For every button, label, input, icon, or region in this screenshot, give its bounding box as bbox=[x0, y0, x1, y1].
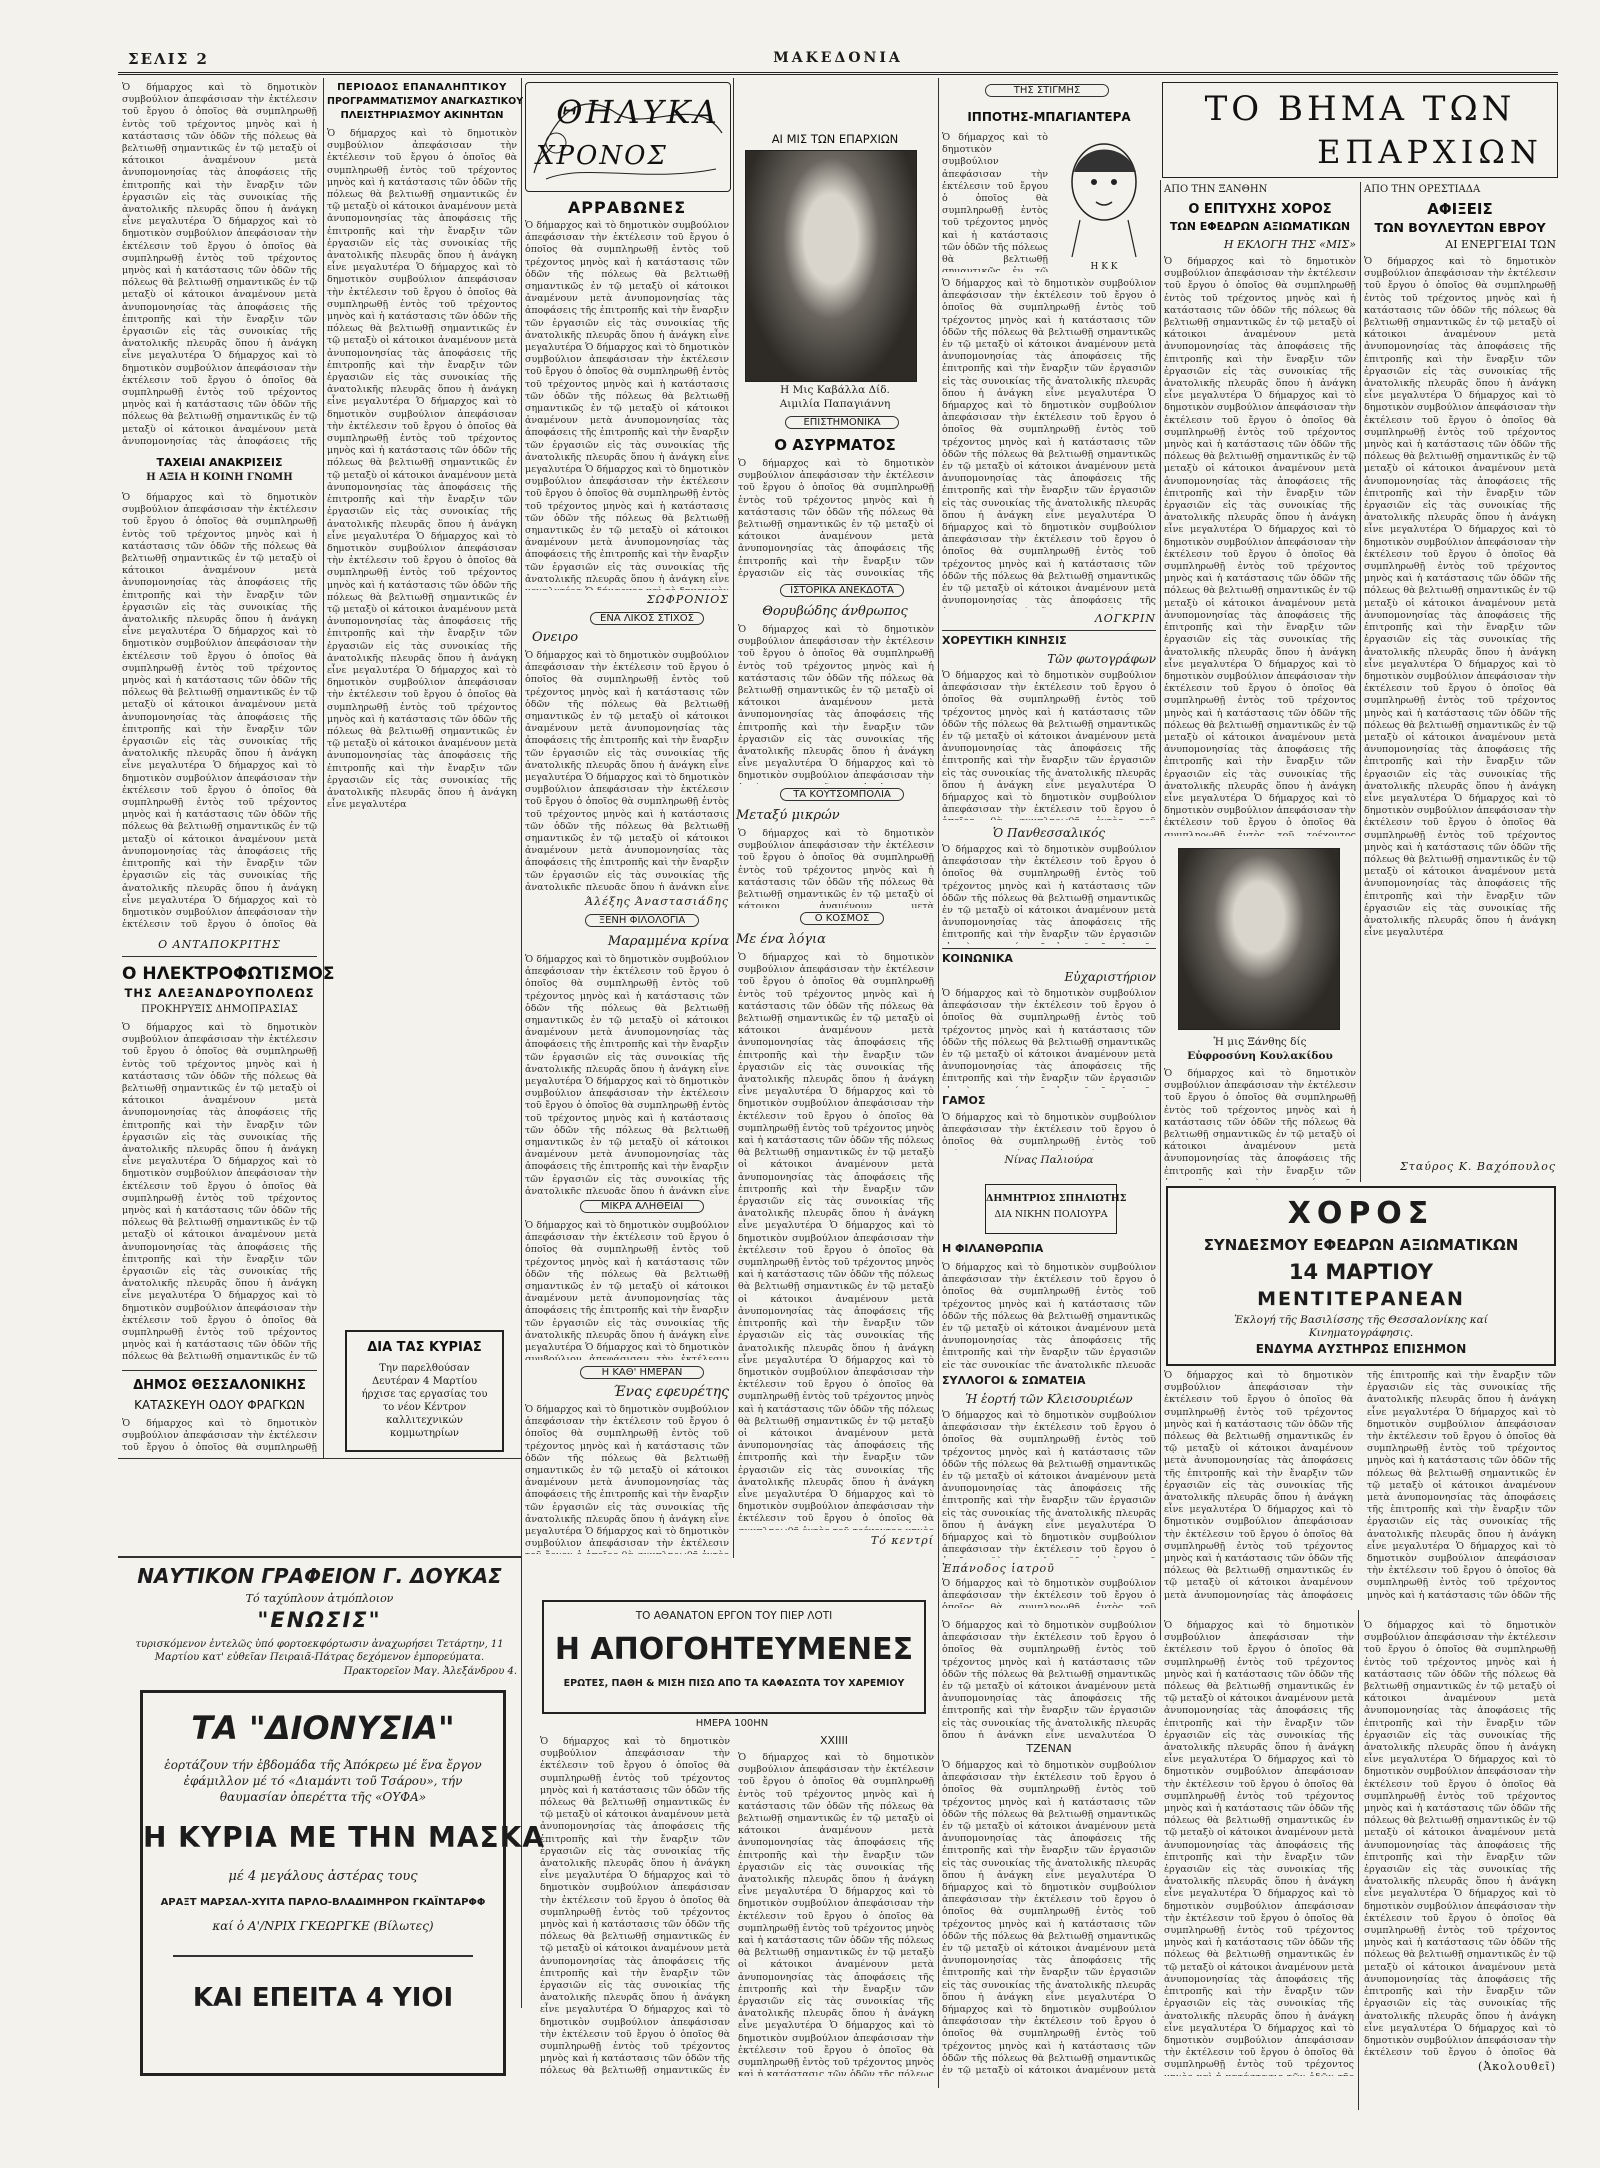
ad-text: Την παρελθούσαν Δευτέραν 4 Μαρτίου ήρχισε τας εργασίας του το νέον Κέντρον καλλιτεχνικών κομμωτηρίων bbox=[361, 1363, 488, 1439]
photo-caption: Εὐφροσύνη Κουλακίδου bbox=[1187, 1050, 1333, 1062]
article-text bbox=[122, 1022, 317, 1360]
article-text bbox=[525, 220, 729, 590]
section-kicker: Ο ΚΟΣΜΟΣ bbox=[800, 912, 884, 925]
serial-text bbox=[1364, 1620, 1556, 2056]
serial-text bbox=[540, 1736, 730, 2076]
serial-continued: (Ἀκολουθεῖ) bbox=[1478, 2060, 1556, 2073]
section-kicker: ΓΑΜΟΣ bbox=[942, 1094, 986, 1107]
banner-vima bbox=[1162, 82, 1558, 178]
section-kicker: ΤΗΣ ΣΤΙΓΜΗΣ bbox=[985, 84, 1109, 97]
signature: Ἐπάνοδος ἰατροῦ bbox=[942, 1562, 1055, 1575]
miss-kavala-photo bbox=[745, 150, 917, 382]
headline: ΠΡΟΓΡΑΜΜΑΤΙΣΜΟΥ ΑΝΑΓΚΑΣΤΙΚΟΥ bbox=[327, 96, 524, 107]
article-text bbox=[738, 952, 934, 1530]
serial-text bbox=[942, 1760, 1156, 2076]
section-kicker: Η ΦΙΛΑΝΘΡΩΠΙΑ bbox=[942, 1242, 1044, 1255]
ad-line: ΑΡΑΞΤ ΜΑΡΣΑΛ-ΧΥΙΤΑ ΠΑΡΛΟ-ΒΛΑΔΙΜΗΡΟΝ ΓΚΑΪΝΤΑΡΦΦ bbox=[160, 1897, 486, 1908]
ad-box bbox=[345, 1330, 504, 1452]
headline: Μεταξύ μικρών bbox=[736, 808, 840, 823]
ad-line: καί ὁ Α'/ΝΡΙΧ ΓΚΕΩΡΓΚΕ (Βίλωτες) bbox=[212, 1919, 434, 1933]
ad-line: ΕΝΔΥΜΑ ΑΥΣΤΗΡΩΣ ΕΠΙΣΗΜΟΝ bbox=[1255, 1342, 1467, 1356]
subheadline: Η ΕΚΛΟΓΗ ΤΗΣ «ΜΙΣ» bbox=[1223, 238, 1356, 251]
serial-subtitle: ΕΡΩΤΕΣ, ΠΑΘΗ & ΜΙΣΗ ΠΙΣΩ ΑΠΟ ΤΑ ΚΑΦΑΣΩΤΑ ΤΟΥ ΧΑΡΕΜΙΟΥ bbox=[563, 1678, 905, 1689]
subheadline: Ἡ ἑορτή τῶν Κλεισουριέων bbox=[965, 1392, 1133, 1406]
ad-doukas-ship: "ΕΝΩΣΙΣ" bbox=[257, 1608, 382, 1632]
section-kicker: ΕΠΙΣΤΗΜΟΝΙΚΑ bbox=[785, 416, 899, 429]
section-rule bbox=[942, 630, 1156, 631]
photo-caption: Η Μις Καβάλλα Δίδ. bbox=[780, 384, 890, 396]
section-kicker: ΜΙΚΡΑ ΑΛΗΘΕΙΑΙ bbox=[580, 1200, 704, 1213]
article-text bbox=[122, 1418, 317, 1454]
headline: Μαραμμένα κρίνα bbox=[607, 934, 729, 949]
paper-name: ΜΑΚΕΔΟΝΙΑ bbox=[773, 50, 903, 66]
serial-text bbox=[942, 1620, 1156, 1738]
subheadline: ΠΡΟΚΗΡΥΞΙΣ ΔΗΜΟΠΡΑΣΙΑΣ bbox=[141, 1004, 298, 1015]
ad-doukas-line: τυρισκόμενον ἐντελῶς ὑπό φορτοεκφόρτωσιν ἀναχωρήσει Τετάρτην, 11 Μαρτίου κατ' εὐθεῖαν Πειραιᾶ-Πάτρας δεχόμενον ἐμπορεύματα. bbox=[135, 1639, 504, 1663]
signature: Σταύρος Κ. Βαχόπουλος bbox=[1399, 1160, 1556, 1173]
section-kicker: Η ΚΑΘ' ΗΜΕΡΑΝ bbox=[580, 1366, 704, 1379]
section-rule bbox=[122, 956, 317, 957]
article-text bbox=[122, 82, 317, 447]
serial-day: ΗΜΕΡΑ 100ΗΝ bbox=[695, 1718, 769, 1729]
section-kicker: ΑΠΟ ΤΗΝ ΟΡΕΣΤΙΑΔΑ bbox=[1364, 184, 1481, 195]
subheadline: ΚΑΤΑΣΚΕΥΗ ΟΔΟΥ ΦΡΑΓΚΩΝ bbox=[134, 1398, 305, 1412]
banner-title: ΤΟ ΒΗΜΑ ΤΩΝ bbox=[1204, 89, 1516, 129]
section-kicker: ΧΟΡΕΥΤΙΚΗ ΚΙΝΗΣΙΣ bbox=[942, 634, 1067, 647]
article-text bbox=[738, 458, 934, 578]
article-text bbox=[942, 988, 1156, 1088]
announcement-line: ΔΙΑ ΝΙΚΗΝ ΠΟΛΙΟΥΡΑ bbox=[994, 1209, 1108, 1220]
headline: Ένας εφευρέτης bbox=[613, 1384, 729, 1400]
column-rule bbox=[938, 78, 939, 2088]
masthead bbox=[118, 50, 1558, 75]
section-kicker: ΞΕΝΗ ΦΙΛΟΛΟΓΙΑ bbox=[585, 914, 699, 927]
signature: Τό κεντρί bbox=[870, 1534, 934, 1547]
serial-title: Η ΑΠΟΓΟΗΤΕΥΜΕΝΕΣ bbox=[554, 1632, 914, 1667]
ad-line: 14 ΜΑΡΤΙΟΥ bbox=[1288, 1260, 1434, 1284]
headline: ΔΗΜΟΣ ΘΕΣΣΑΛΟΝΙΚΗΣ bbox=[133, 1378, 306, 1393]
section-kicker: ΚΟΙΝΩΝΙΚΑ bbox=[942, 952, 1013, 965]
serial-text bbox=[738, 1752, 934, 2076]
serial-name: ΤΖΕΝΑΝ bbox=[1026, 1742, 1072, 1755]
ad-title: ΔΙΑ ΤΑΣ ΚΥΡΙΑΣ bbox=[367, 1340, 482, 1355]
subheadline: Η ΑΞΙΑ Η ΚΟΙΝΗ ΓΝΩΜΗ bbox=[146, 472, 293, 483]
signature: ΛΟΓΚΡΙΝ bbox=[1094, 612, 1156, 625]
subheadline: Εὐχαριστήριον bbox=[1064, 970, 1156, 984]
article-text bbox=[942, 1262, 1156, 1368]
serial-text bbox=[1164, 1620, 1354, 2076]
headline: ΙΠΠΟΤΗΣ-ΜΠΑΓΙΑΝΤΕΡΑ bbox=[967, 110, 1131, 124]
ad-doukas-line: Τό ταχύπλουν ἀτμόπλοιον bbox=[245, 1592, 394, 1605]
poem-title: Ονειρο bbox=[531, 630, 579, 645]
article-text bbox=[942, 1410, 1156, 1558]
photo-caption: Αιμιλία Παπαγιάννη bbox=[779, 398, 891, 410]
article-text bbox=[1164, 256, 1356, 836]
article-text bbox=[122, 492, 317, 930]
subheadline: ΑΙ ΕΝΕΡΓΕΙΑΙ ΤΩΝ bbox=[1445, 238, 1556, 251]
article-text bbox=[525, 1220, 729, 1360]
banner-subtitle: ΕΠΑΡΧΙΩΝ bbox=[1317, 133, 1543, 171]
section-kicker: ΕΝΑ ΛΙΚΟΣ ΣΤΙΧΟΣ bbox=[590, 612, 704, 625]
article-text bbox=[942, 844, 1156, 944]
column-rule bbox=[1160, 180, 1161, 1640]
serial-top: ΤΟ ΑΘΑΝΑΤΟΝ ΕΡΓΟΝ ΤΟΥ ΠΙΕΡ ΛΟΤΙ bbox=[635, 1610, 833, 1622]
column-rule bbox=[733, 78, 734, 1558]
headline: Ο ΗΛΕΚΤΡΟΦΩΤΙΣΜΟΣ bbox=[122, 964, 335, 984]
banner-subtitle: ΧΡΟΝΟΣ bbox=[536, 141, 668, 171]
announcement-box bbox=[985, 1184, 1127, 1234]
ad-rule bbox=[173, 1955, 473, 1957]
article-text bbox=[327, 128, 517, 1320]
article-text bbox=[1164, 1370, 1556, 1608]
headline: Με ένα λόγια bbox=[736, 932, 826, 947]
headline: ΤΩΝ ΒΟΥΛΕΥΤΩΝ ΕΒΡΟΥ bbox=[1374, 220, 1546, 235]
subheadline: Ὁ Πανθεσσαλικός bbox=[992, 826, 1106, 840]
headline: Ο ΑΣΥΡΜΑΤΟΣ bbox=[774, 436, 896, 454]
column-rule bbox=[1358, 1610, 1359, 2110]
poem-text bbox=[525, 650, 729, 890]
headline: Θορυβώδης άνθρωπος bbox=[762, 604, 908, 619]
section-kicker: ΑΠΟ ΤΗΝ ΞΑΝΘΗΝ bbox=[1164, 184, 1268, 195]
headline: ΠΕΡΙΟΔΟΣ ΕΠΑΝΑΛΗΠΤΙΚΟΥ bbox=[337, 82, 507, 93]
ad-xoros bbox=[1166, 1186, 1556, 1366]
signature: Ο ΑΝΤΑΠΟΚΡΙΤΗΣ bbox=[158, 938, 281, 951]
headline: ΑΡΡΑΒΩΝΕΣ bbox=[567, 198, 687, 217]
ad-line: Ἐκλογή τῆς Βασιλίσσης τῆς Θεσσαλονίκης καί Κινηματογράφησις. bbox=[1234, 1314, 1488, 1339]
headline: ΠΛΕΙΣΤΗΡΙΑΣΜΟΥ ΑΚΙΝΗΤΩΝ bbox=[340, 110, 504, 121]
section-rule bbox=[118, 1556, 521, 1558]
ad-title: ΤΑ "ΔΙΟΝΥΣΙΑ" bbox=[191, 1709, 455, 1747]
article-text bbox=[942, 278, 1156, 608]
column-rule bbox=[323, 78, 324, 1458]
banner-thilyka bbox=[525, 82, 731, 192]
article-text bbox=[525, 1404, 729, 1554]
serial-chapter: XXIIII bbox=[819, 1734, 849, 1747]
article-text bbox=[738, 624, 934, 784]
headline: ΑΦΙΞΕΙΣ bbox=[1427, 200, 1493, 218]
headline: Ο ΕΠΙΤΥΧΗΣ ΧΟΡΟΣ bbox=[1188, 202, 1332, 217]
ad-doukas-title: ΝΑΥΤΙΚΟΝ ΓΡΑΦΕΙΟΝ Γ. ΔΟΥΚΑΣ bbox=[137, 1564, 502, 1588]
headline: ΤΩΝ ΕΦΕΔΡΩΝ ΑΞΙΩΜΑΤΙΚΩΝ bbox=[1169, 220, 1351, 233]
ad-dionysia bbox=[140, 1690, 545, 2076]
sketch-caption: Η Κ Κ bbox=[1090, 262, 1118, 272]
caricature-sketch bbox=[1052, 132, 1156, 262]
miss-xanthi-photo bbox=[1178, 848, 1340, 1030]
topic-title: ΑΙ ΜΙΣ ΤΩΝ ΕΠΑΡΧΙΩΝ bbox=[771, 132, 899, 146]
article-text bbox=[738, 828, 934, 908]
signature: ΣΩΦΡΟΝΙΟΣ bbox=[646, 593, 729, 606]
subheadline: Τῶν φωτογράφων bbox=[1047, 652, 1156, 666]
ad-big-title: Η ΚΥΡΙΑ ΜΕ ΤΗΝ ΜΑΣΚΑ bbox=[143, 1821, 545, 1854]
article-text bbox=[1364, 256, 1556, 1156]
announcement-line: ΔΗΜΗΤΡΙΟΣ ΣΠΗΛΙΩΤΗΣ bbox=[986, 1193, 1127, 1204]
ad-title: ΧΟΡΟΣ bbox=[1287, 1196, 1435, 1231]
announcement-name: Νίνας Παλιούρα bbox=[1004, 1154, 1094, 1166]
section-rule bbox=[122, 1370, 317, 1371]
column-rule bbox=[1360, 182, 1361, 1182]
section-kicker: ΙΣΤΟΡΙΚΑ ΑΝΕΚΔΟΤΑ bbox=[780, 584, 904, 597]
section-kicker: ΤΑ ΚΟΥΤΣΟΜΠΟΛΙΑ bbox=[780, 788, 904, 801]
banner-title: ΘΗΛΥΚΑ bbox=[556, 93, 720, 131]
photo-caption: Ἡ μις Ξάνθης δίς bbox=[1213, 1036, 1307, 1048]
section-kicker: ΣΥΛΛΟΓΟΙ & ΣΩΜΑΤΕΙΑ bbox=[942, 1374, 1086, 1387]
ad-bottom-title: ΚΑΙ ΕΠΕΙΤΑ 4 ΥΙΟΙ bbox=[192, 1983, 454, 2013]
ad-line: ΣΥΝΔΕΣΜΟΥ ΕΦΕΔΡΩΝ ΑΞΙΩΜΑΤΙΚΩΝ bbox=[1203, 1236, 1519, 1254]
article-text bbox=[525, 954, 729, 1194]
column-rule bbox=[521, 78, 522, 2008]
section-rule bbox=[118, 1458, 521, 1459]
article-text bbox=[942, 1578, 1156, 1608]
article-text bbox=[942, 132, 1048, 272]
serial-header bbox=[542, 1600, 926, 1714]
headline: ΤΗΣ ΑΛΕΞΑΝΔΡΟΥΠΟΛΕΩΣ bbox=[124, 986, 315, 1000]
ad-line: ἑορτάζουν τήν ἑβδομάδα τῆς Ἀπόκρεω μέ ἕνα ἔργον ἐφάμιλλον μέ τό «Διαμάντι τοῦ Τσάρου», τήν θαυμασίαν ὀπερέττα τῆς «ΟΥΦΑ» bbox=[164, 1758, 482, 1804]
ad-line: μέ 4 μεγάλους ἀστέρας τους bbox=[228, 1869, 418, 1884]
section-rule bbox=[942, 948, 1156, 949]
article-text bbox=[942, 670, 1156, 820]
page-number: ΣΕΛΙΣ 2 bbox=[128, 50, 209, 68]
headline: ΤΑΧΕΙΑΙ ΑΝΑΚΡΙΣΕΙΣ bbox=[156, 456, 283, 469]
ad-doukas-line: Πρακτορεῖον Μαγ. Ἀλεξάνδρου 4. bbox=[343, 1666, 517, 1677]
signature: Άλέξης Άναστασιάδης bbox=[585, 895, 729, 908]
article-text bbox=[942, 1112, 1156, 1150]
article-text bbox=[1164, 1068, 1356, 1180]
ad-line: ΜΕΝΤΙΤΕΡΑΝΕΑΝ bbox=[1257, 1288, 1465, 1310]
